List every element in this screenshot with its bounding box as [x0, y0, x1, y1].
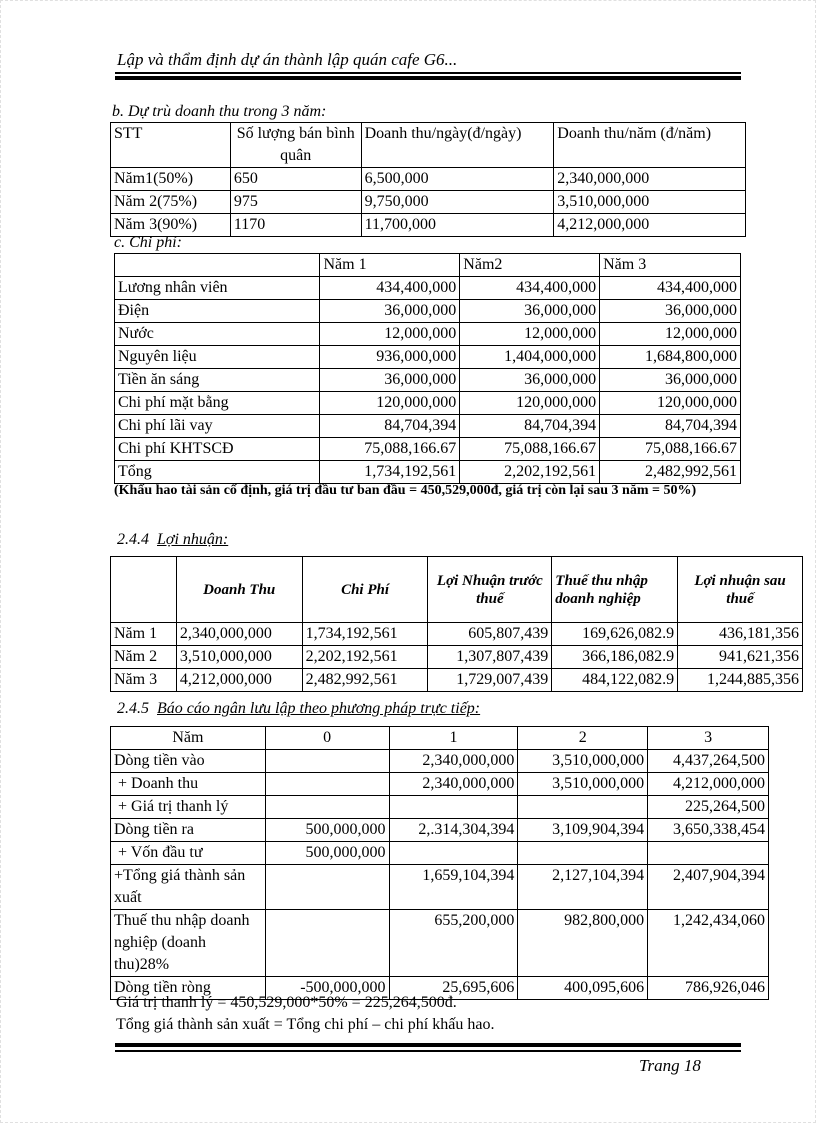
cell: 2,202,192,561: [302, 646, 428, 669]
cell: 1170: [230, 214, 361, 237]
table-row: [111, 750, 769, 773]
cell: 3,510,000,000: [518, 750, 648, 773]
cell: 936,000,000: [320, 346, 460, 369]
cell: 120,000,000: [600, 392, 741, 415]
cashflow-heading: [117, 700, 480, 718]
profit-col-aftertax: Lợi nhuận sau thuế: [678, 557, 803, 623]
cell: 1,734,192,561: [302, 623, 428, 646]
cashflow-col-0: 0: [265, 727, 389, 750]
cell: [518, 796, 648, 819]
cell: 36,000,000: [320, 369, 460, 392]
cell: 650: [230, 168, 361, 191]
table-row: [111, 168, 746, 191]
cell: Năm1(50%): [111, 168, 231, 191]
cell: 2,407,904,394: [648, 865, 769, 910]
costs-heading: c. Chi phí:: [114, 234, 182, 251]
cell: Tổng: [115, 461, 320, 484]
cell: 120,000,000: [320, 392, 460, 415]
cell: 75,088,166.67: [600, 438, 741, 461]
cell: 400,095,606: [518, 977, 648, 1000]
table-row: [115, 369, 741, 392]
cell: Năm 3(90%): [111, 214, 231, 237]
cashflow-col-3: 3: [648, 727, 769, 750]
table-row: [111, 773, 769, 796]
profit-col-tax: Thuế thu nhập doanh nghiệp: [552, 557, 678, 623]
cell: 120,000,000: [460, 392, 600, 415]
cashflow-col-2: 2: [518, 727, 648, 750]
cell: 3,510,000,000: [554, 191, 746, 214]
table-row: [115, 346, 741, 369]
table-row: [115, 392, 741, 415]
cell: Chi phí lãi vay: [115, 415, 320, 438]
cell: Năm 3: [111, 669, 177, 692]
cell: 84,704,394: [320, 415, 460, 438]
cell: [389, 842, 518, 865]
table-row: [111, 842, 769, 865]
cell: 1,244,885,356: [678, 669, 803, 692]
profit-section-number: 2.4.4: [117, 531, 149, 548]
cell: Năm 1: [111, 623, 177, 646]
cell: 2,202,192,561: [460, 461, 600, 484]
cell: 434,400,000: [320, 277, 460, 300]
cell: [111, 557, 177, 623]
cashflow-section-number: 2.4.5: [117, 700, 149, 717]
profit-heading: [117, 531, 228, 549]
cell: 36,000,000: [460, 369, 600, 392]
production-cost-formula: Tổng giá thành sản xuất = Tổng chi phí – chi phí khấu hao.: [116, 1016, 495, 1033]
cell: 1,684,800,000: [600, 346, 741, 369]
cell: 1,404,000,000: [460, 346, 600, 369]
cell: 4,437,264,500: [648, 750, 769, 773]
cell: 225,264,500: [648, 796, 769, 819]
cell: 941,621,356: [678, 646, 803, 669]
table-row: [111, 623, 803, 646]
table-row: [111, 191, 746, 214]
profit-table: [110, 556, 803, 692]
table-row: [111, 669, 803, 692]
cell: Lương nhân viên: [115, 277, 320, 300]
cell: [518, 842, 648, 865]
cell: 6,500,000: [361, 168, 554, 191]
profit-col-cost: Chi Phí: [302, 557, 428, 623]
cell: 500,000,000: [265, 842, 389, 865]
costs-table: [114, 253, 741, 484]
costs-col-year2: Năm2: [460, 254, 600, 277]
cell: + Vốn đầu tư: [111, 842, 266, 865]
cell: 2,482,992,561: [302, 669, 428, 692]
cell: 11,700,000: [361, 214, 554, 237]
cell: 975: [230, 191, 361, 214]
table-row: [111, 819, 769, 842]
cell: Điện: [115, 300, 320, 323]
cell: 982,800,000: [518, 910, 648, 977]
cell: Dòng tiền vào: [111, 750, 266, 773]
cell: 4,212,000,000: [648, 773, 769, 796]
cell: + Doanh thu: [111, 773, 266, 796]
cell: 1,734,192,561: [320, 461, 460, 484]
revenue-col-daily: Doanh thu/ngày(đ/ngày): [361, 123, 554, 168]
table-row: [111, 910, 769, 977]
cell: 1,659,104,394: [389, 865, 518, 910]
costs-col-year3: Năm 3: [600, 254, 741, 277]
cell: 3,510,000,000: [518, 773, 648, 796]
costs-header-row: [115, 254, 741, 277]
cell: [265, 750, 389, 773]
table-row: [111, 796, 769, 819]
profit-col-pretax: Lợi Nhuận trước thuế: [428, 557, 552, 623]
cell: 436,181,356: [678, 623, 803, 646]
cell: Năm 2(75%): [111, 191, 231, 214]
cell: 2,340,000,000: [389, 773, 518, 796]
cell: 2,340,000,000: [554, 168, 746, 191]
cell: [389, 796, 518, 819]
table-row: [115, 415, 741, 438]
cell: 2,340,000,000: [176, 623, 302, 646]
costs-col-year1: Năm 1: [320, 254, 460, 277]
revenue-header-row: [111, 123, 746, 168]
cell: 84,704,394: [460, 415, 600, 438]
profit-section-title: Lợi nhuận:: [157, 531, 229, 548]
cell: 9,750,000: [361, 191, 554, 214]
cell: 366,186,082.9: [552, 646, 678, 669]
cell: 605,807,439: [428, 623, 552, 646]
table-row: [111, 646, 803, 669]
cell: Nước: [115, 323, 320, 346]
cell: 434,400,000: [600, 277, 741, 300]
cell: 1,729,007,439: [428, 669, 552, 692]
cell: 1,242,434,060: [648, 910, 769, 977]
cashflow-section-title: Báo cáo ngân lưu lập theo phương pháp trực tiếp:: [157, 700, 481, 717]
cell: [265, 865, 389, 910]
header-title: Lập và thẩm định dự án thành lập quán cafe G6...: [117, 50, 458, 69]
footer-rule-thin: [115, 1050, 741, 1052]
header-rule-thick: [115, 76, 741, 80]
cell: 75,088,166.67: [460, 438, 600, 461]
profit-header-row: [111, 557, 803, 623]
cell: 500,000,000: [265, 819, 389, 842]
cell: Thuế thu nhập doanh nghiệp (doanh thu)28%: [111, 910, 266, 977]
cell: Nguyên liệu: [115, 346, 320, 369]
cell: [265, 796, 389, 819]
cell: 484,122,082.9: [552, 669, 678, 692]
cell: 75,088,166.67: [320, 438, 460, 461]
cell: Dòng tiền ra: [111, 819, 266, 842]
table-row: [111, 865, 769, 910]
cell: 786,926,046: [648, 977, 769, 1000]
cell: 12,000,000: [600, 323, 741, 346]
cell: 2,482,992,561: [600, 461, 741, 484]
cell: Dòng tiền ròng: [111, 977, 266, 1000]
cell: Tiền ăn sáng: [115, 369, 320, 392]
table-row: [115, 438, 741, 461]
cell: 655,200,000: [389, 910, 518, 977]
cell: 36,000,000: [460, 300, 600, 323]
cell: 36,000,000: [600, 369, 741, 392]
cell: Chi phí KHTSCĐ: [115, 438, 320, 461]
cell: + Giá trị thanh lý: [111, 796, 266, 819]
cell: 4,212,000,000: [554, 214, 746, 237]
cell: 434,400,000: [460, 277, 600, 300]
cell: 1,307,807,439: [428, 646, 552, 669]
cell: [648, 842, 769, 865]
table-row: [115, 300, 741, 323]
cell: +Tổng giá thành sản xuất: [111, 865, 266, 910]
footer-rule-thick: [115, 1043, 741, 1047]
cell: 25,695,606: [389, 977, 518, 1000]
cell: 4,212,000,000: [176, 669, 302, 692]
cell: 3,650,338,454: [648, 819, 769, 842]
cell: [265, 910, 389, 977]
cell: 12,000,000: [460, 323, 600, 346]
depreciation-note: (Khấu hao tài sản cố định, giá trị đầu tư ban đầu = 450,529,000đ, giá trị còn lại sau 3 năm = 50%): [114, 483, 697, 498]
cell: 2,.314,304,394: [389, 819, 518, 842]
cashflow-col-year: Năm: [111, 727, 266, 750]
cell: 2,127,104,394: [518, 865, 648, 910]
header-rule-thin: [115, 72, 741, 74]
cell: Năm 2: [111, 646, 177, 669]
cell: 84,704,394: [600, 415, 741, 438]
cell: 2,340,000,000: [389, 750, 518, 773]
table-row: [111, 214, 746, 237]
revenue-col-quantity: Số lượng bán bình quân: [230, 123, 361, 168]
page-number: Trang 18: [639, 1056, 701, 1075]
cell: [115, 254, 320, 277]
profit-col-revenue: Doanh Thu: [176, 557, 302, 623]
cell: 3,109,904,394: [518, 819, 648, 842]
cell: [265, 773, 389, 796]
cell: 36,000,000: [320, 300, 460, 323]
cashflow-table: [110, 726, 769, 1000]
cashflow-header-row: [111, 727, 769, 750]
table-row: [115, 323, 741, 346]
revenue-col-stt: STT: [111, 123, 231, 168]
salvage-formula: Giá trị thanh lý = 450,529,000*50% = 225,264,500đ.: [116, 994, 457, 1011]
cell: -500,000,000: [265, 977, 389, 1000]
revenue-table: [110, 122, 746, 237]
cashflow-col-1: 1: [389, 727, 518, 750]
cell: 36,000,000: [600, 300, 741, 323]
cell: Chi phí mặt bằng: [115, 392, 320, 415]
cell: 12,000,000: [320, 323, 460, 346]
cell: 3,510,000,000: [176, 646, 302, 669]
table-row: [115, 277, 741, 300]
revenue-heading: b. Dự trù doanh thu trong 3 năm:: [112, 103, 327, 120]
revenue-col-yearly: Doanh thu/năm (đ/năm): [554, 123, 746, 168]
cell: 169,626,082.9: [552, 623, 678, 646]
